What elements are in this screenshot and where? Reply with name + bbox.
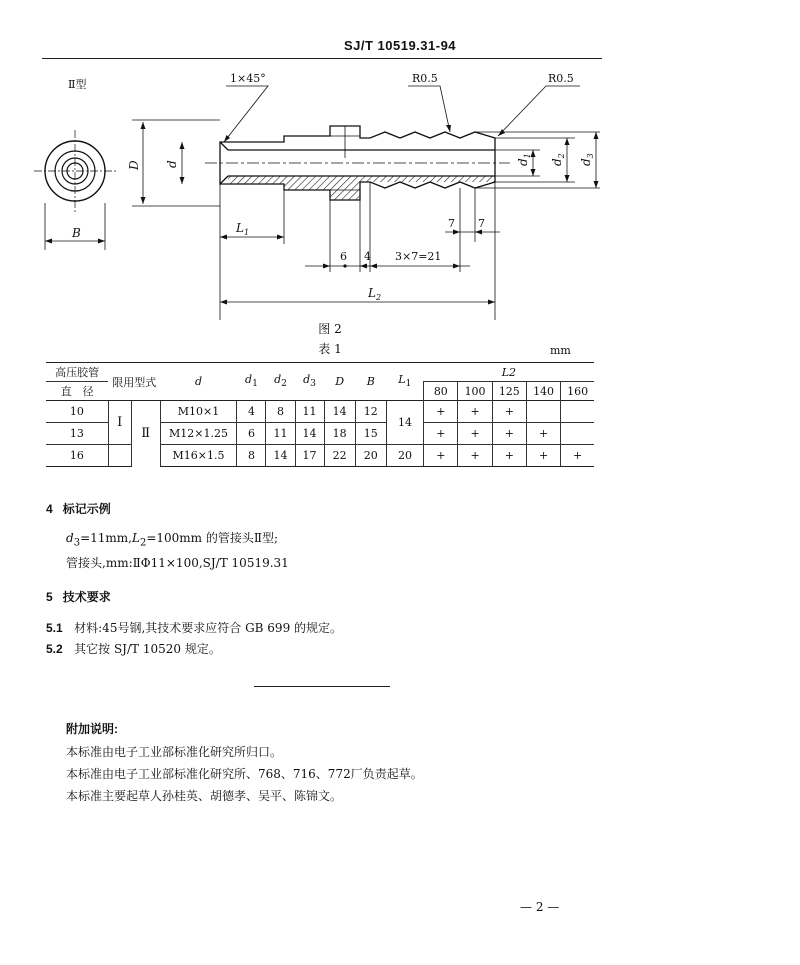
dim-6: 6 xyxy=(340,250,347,263)
L2-80: 80 xyxy=(424,382,458,401)
table-row: 10 Ⅰ Ⅱ M10×1 4 8 11 14 12 14 + + + xyxy=(46,401,594,423)
svg-text:d1 xyxy=(516,153,532,166)
table-unit: mm xyxy=(550,344,571,357)
svg-text:d3 xyxy=(579,153,595,166)
dim-4: 4 xyxy=(364,250,371,263)
notes-line-2: 本标准由电子工业部标准化研究所、768、716、772厂负责起草。 xyxy=(66,767,423,781)
figure-caption: 图 2 xyxy=(318,322,342,336)
end-rule xyxy=(254,686,390,687)
label-L2: L xyxy=(368,286,376,300)
label-d2: d xyxy=(550,158,564,166)
L2-header: L2 xyxy=(424,363,594,382)
label-chamfer: 1×45° xyxy=(230,72,266,85)
L2-100: 100 xyxy=(458,382,492,401)
label-d2-sub: 2 xyxy=(557,153,566,159)
standard-number-header: SJ/T 10519.31-94 xyxy=(343,38,457,53)
L2-125: 125 xyxy=(492,382,526,401)
L2-140: 140 xyxy=(526,382,560,401)
table-caption: 表 1 xyxy=(318,342,342,356)
hose-header: 高压胶管 xyxy=(46,363,108,382)
type-header: 限用型式 xyxy=(108,363,160,401)
label-r-second: R0.5 xyxy=(548,72,574,85)
d3-header: $d_3$ xyxy=(295,363,324,401)
section-5-1: 5.1 材料:45号钢,其技术要求应符合 GB 699 的规定。 xyxy=(46,621,343,635)
dim-pitch: 3×7=21 xyxy=(395,250,442,263)
label-d: d xyxy=(165,160,179,168)
dim-7-second: 7 xyxy=(478,217,485,230)
d1-header: $d_1$ xyxy=(237,363,266,401)
notes-line-1: 本标准由电子工业部标准化研究所归口。 xyxy=(66,745,283,759)
hose-header-line2: 直 径 xyxy=(46,382,108,401)
label-L2-sub: 2 xyxy=(375,293,382,302)
fitting-drawing xyxy=(0,60,640,322)
notes-title: 附加说明: xyxy=(66,722,118,736)
type-I-cell: Ⅰ xyxy=(108,401,131,445)
notes-line-3: 本标准主要起草人孙桂英、胡德孝、吴平、陈锦文。 xyxy=(66,789,343,803)
section-4-heading: 4 标记示例 xyxy=(46,502,111,516)
svg-text:L2 xyxy=(367,286,381,302)
svg-text:d2 xyxy=(550,153,566,166)
section-5-heading: 5 技术要求 xyxy=(46,590,111,604)
label-r-first: R0.5 xyxy=(412,72,438,85)
type-II-cell: Ⅱ xyxy=(131,401,160,467)
table-row: 16 M16×1.5 8 14 17 22 20 20 + + + + + xyxy=(46,445,594,467)
D-header: D xyxy=(324,363,355,401)
label-d3: d xyxy=(579,158,593,166)
label-d3-sub: 3 xyxy=(586,153,595,159)
label-d1: d xyxy=(516,158,530,166)
dim-7-first: 7 xyxy=(448,217,455,230)
label-d1-sub: 1 xyxy=(523,153,532,159)
section-5-2: 5.2 其它按 SJ/T 10520 规定。 xyxy=(46,642,221,656)
L2-160: 160 xyxy=(561,382,594,401)
L1-header: $L_1$ xyxy=(386,363,423,401)
B-header: B xyxy=(355,363,386,401)
L1-merged-cell: 14 xyxy=(386,401,423,445)
marking-example-line2: 管接头,mm:ⅡΦ11×100,SJ/T 10519.31 xyxy=(66,556,289,570)
table-row: 13 M12×1.25 6 11 14 18 15 + + + + xyxy=(46,423,594,445)
bottom-dimensions xyxy=(220,182,500,320)
page-number: — 2 — xyxy=(520,900,560,914)
label-L1: L xyxy=(236,221,244,235)
label-D: D xyxy=(127,160,141,170)
label-L1-sub: 1 xyxy=(243,228,250,237)
d2-header: $d_2$ xyxy=(266,363,295,401)
svg-text:L1 xyxy=(235,221,249,237)
spec-table xyxy=(46,362,594,467)
marking-example-line1: $d_3=11mm,L_2=100mm$ 的管接头Ⅱ型; xyxy=(66,531,279,549)
label-B: B xyxy=(72,226,81,240)
d-header: d xyxy=(160,363,237,401)
type-label: Ⅱ型 xyxy=(68,78,87,91)
header-rule xyxy=(42,58,602,59)
